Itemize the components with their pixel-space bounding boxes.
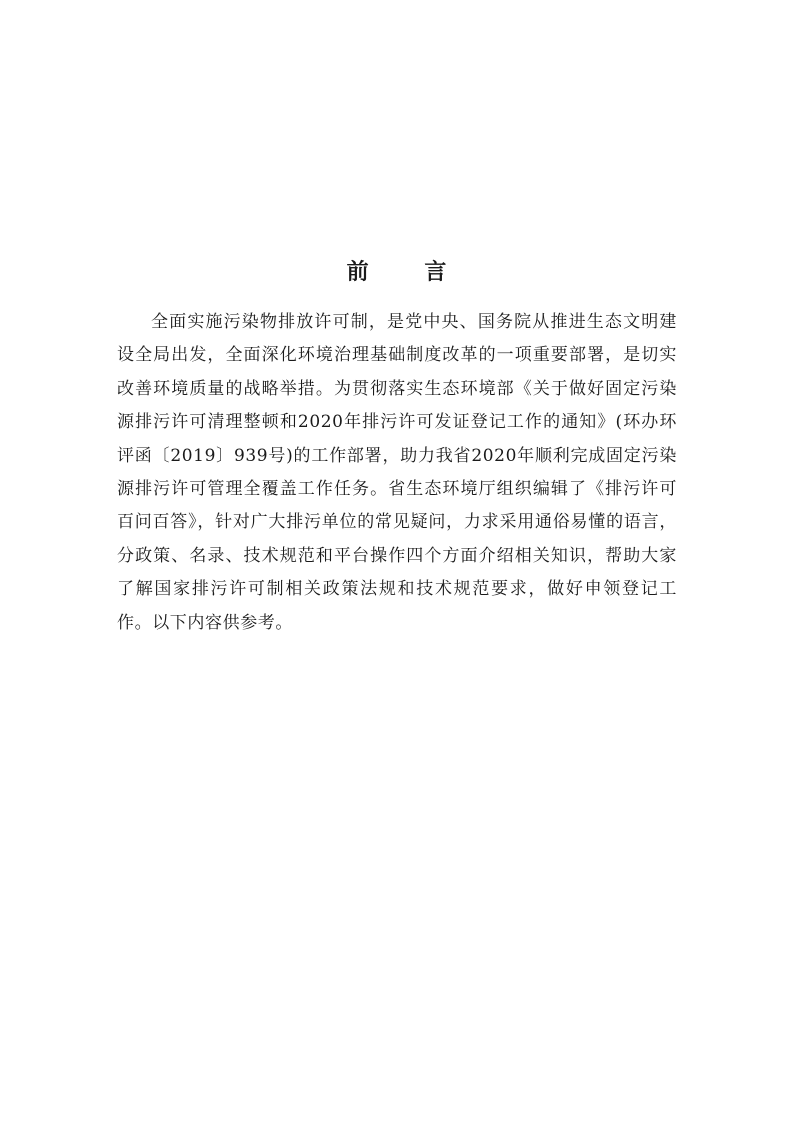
page-title: 前 言 [346,259,471,285]
preface-paragraph: 全面实施污染物排放许可制，是党中央、国务院从推进生态文明建设全局出发，全面深化环境治理基础制度改革的一项重要部署，是切实改善环境质量的战略举措。为贯彻落实生态环境部《关于做好固定污染源排污许可清理整顿和2020年排污许可发证登记工作的通知》(环办环评函〔2019〕939号)的工作部署，助力我省2020年顺利完成固定污染源排污许可管理全覆盖工作任务。省生态环境厅组织编辑了《排污许可百问百答》，针对广大排污单位的常见疑问，力求采用通俗易懂的语言，分政策、名录、技术规范和平台操作四个方面介绍相关知识，帮助大家了解国家排污许可制相关政策法规和技术规范要求，做好申领登记工作。以下内容供参考。 [117,312,677,633]
